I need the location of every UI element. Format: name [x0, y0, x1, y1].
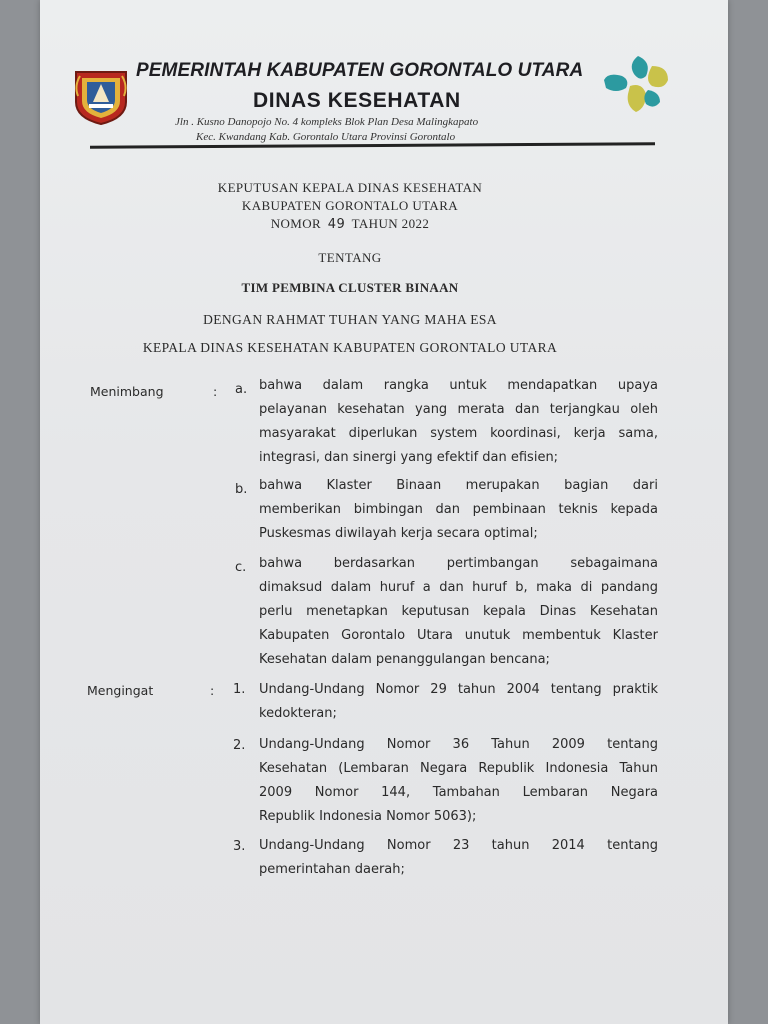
paragraph-line: bahwa berdasarkan pertimbangan sebagaimana — [259, 556, 658, 571]
tentang-heading: TENTANG — [318, 250, 382, 265]
paragraph-line: 2009 Nomor 144, Tambahan Lembaran Negara — [259, 785, 658, 800]
paragraph-line: dimaksud dalam huruf a dan huruf b, maka di pandang — [259, 580, 658, 595]
ministry-health-logo — [600, 52, 672, 116]
year-label: TAHUN 2022 — [351, 216, 430, 231]
mengingat-marker-1: 1. — [233, 682, 246, 697]
paragraph-line: bahwa Klaster Binaan merupakan bagian dari — [259, 478, 658, 493]
paragraph-line: pelayanan kesehatan yang merata dan terjangkau oleh — [259, 402, 658, 417]
mengingat-item-1 — [259, 678, 658, 726]
blessing-line: DENGAN RAHMAT TUHAN YANG MAHA ESA — [203, 312, 497, 327]
menimbang-item-b — [259, 474, 658, 546]
address-line-1: Jln . Kusno Danopojo No. 4 kompleks Blok Plan Desa Malingkapato — [175, 116, 479, 128]
menimbang-marker-b: b. — [235, 482, 248, 497]
paragraph-line: masyarakat diperlukan system koordinasi, kerja sama, — [259, 426, 658, 441]
mengingat-item-2 — [259, 733, 658, 829]
decree-subject: TIM PEMBINA CLUSTER BINAAN — [241, 280, 459, 295]
letterhead-divider — [90, 142, 655, 148]
address-line-2: Kec. Kwandang Kab. Gorontalo Utara Provinsi Gorontalo — [196, 131, 456, 143]
menimbang-marker-a: a. — [235, 382, 248, 397]
paragraph-line: Kesehatan dalam penanggulangan bencana; — [259, 652, 550, 667]
regency-emblem-logo — [72, 66, 130, 126]
mengingat-label: Mengingat — [87, 683, 154, 698]
menimbang-colon: : — [213, 384, 218, 399]
department-name: DINAS KESEHATAN — [253, 89, 461, 112]
paragraph-line: integrasi, dan sinergi yang efektif dan efisien; — [259, 450, 559, 465]
government-name: PEMERINTAH KABUPATEN GORONTALO UTARA — [136, 60, 584, 81]
paragraph-line: kedokteran; — [259, 706, 337, 721]
paragraph-line: Republik Indonesia Nomor 5063); — [259, 809, 477, 824]
paragraph-line: Puskesmas diwilayah kerja secara optimal; — [259, 526, 538, 541]
paragraph-line: Kesehatan (Lembaran Negara Republik Indonesia Tahun — [259, 761, 658, 776]
mengingat-marker-3: 3. — [233, 839, 246, 854]
paragraph-line: memberikan bimbingan dan pembinaan teknis kepada — [259, 502, 658, 517]
authority-line: KEPALA DINAS KESEHATAN KABUPATEN GORONTALO UTARA — [142, 340, 558, 355]
paragraph-line: perlu menetapkan keputusan kepala Dinas Kesehatan — [259, 604, 658, 619]
menimbang-item-c — [259, 552, 658, 672]
paragraph-line: bahwa dalam rangka untuk mendapatkan upaya — [259, 378, 658, 393]
decree-number-line — [6, 216, 694, 232]
paragraph-line: Kabupaten Gorontalo Utara unutuk membentuk Klaster — [259, 628, 658, 643]
nomor-handwritten: 49 — [327, 217, 346, 232]
paragraph-line: Undang-Undang Nomor 29 tahun 2004 tentang praktik — [259, 682, 658, 697]
paragraph-line: Undang-Undang Nomor 23 tahun 2014 tentang — [259, 838, 658, 853]
document-page — [40, 0, 728, 1024]
paragraph-line: Undang-Undang Nomor 36 Tahun 2009 tentang — [259, 737, 658, 752]
menimbang-item-a — [259, 374, 658, 470]
mengingat-item-3 — [259, 834, 658, 882]
mengingat-marker-2: 2. — [233, 738, 246, 753]
paragraph-line: pemerintahan daerah; — [259, 862, 405, 877]
menimbang-marker-c: c. — [235, 560, 247, 575]
decree-title-line-2: KABUPATEN GORONTALO UTARA — [241, 198, 459, 213]
nomor-label: NOMOR — [270, 216, 322, 231]
decree-title-line-1: KEPUTUSAN KEPALA DINAS KESEHATAN — [217, 180, 483, 195]
mengingat-colon: : — [210, 683, 215, 698]
menimbang-label: Menimbang — [90, 384, 164, 399]
